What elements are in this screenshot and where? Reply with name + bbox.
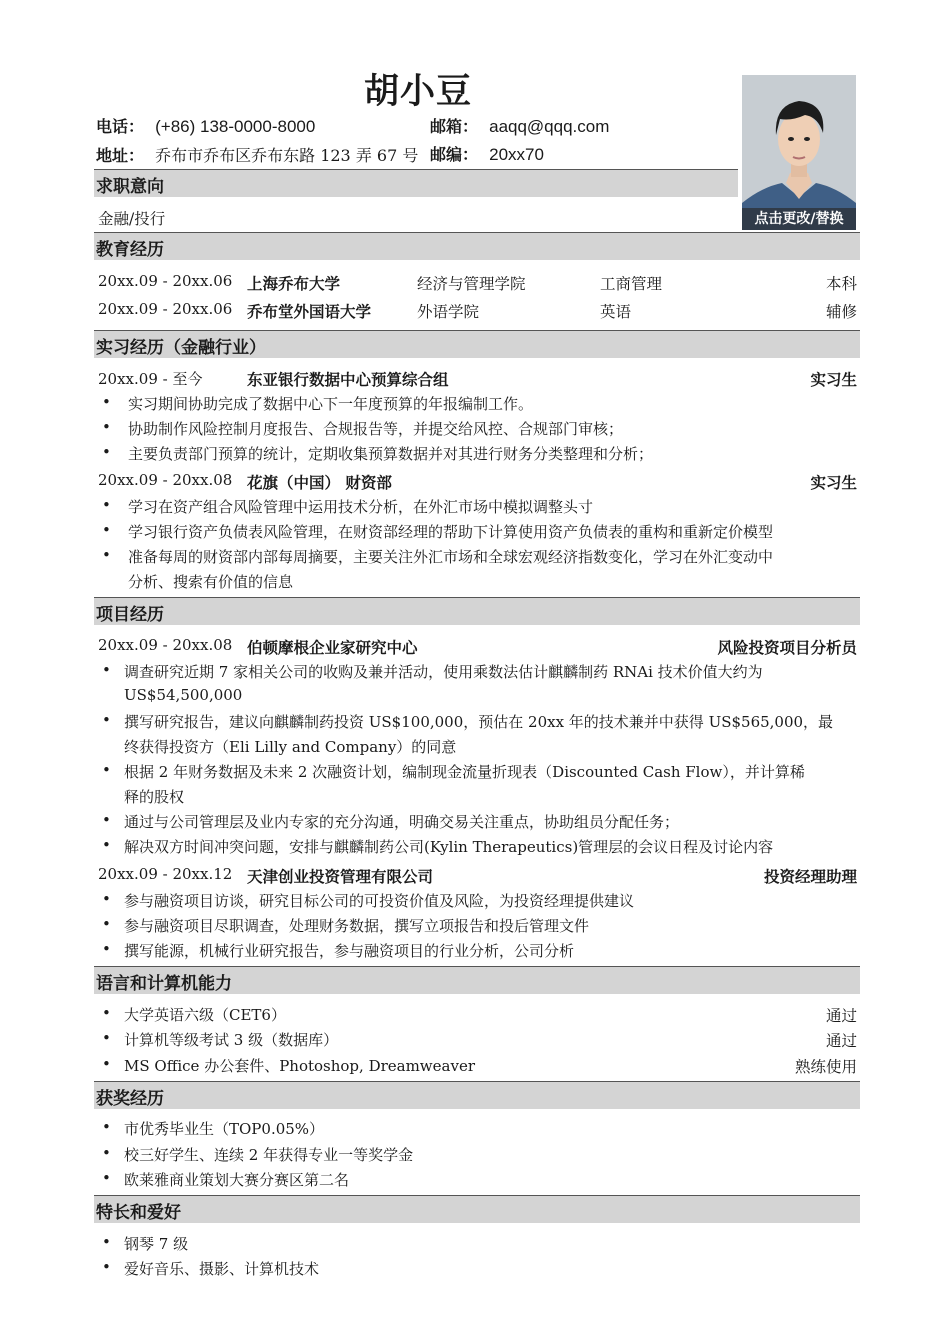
- phone-row: [96, 114, 315, 137]
- bullet-text: 学习在资产组合风险管理中运用技术分析，在外汇市场中模拟调整头寸: [128, 498, 594, 516]
- bullet-text-continued: 分析、搜索有价值的信息: [128, 573, 294, 591]
- email-row: [430, 114, 609, 137]
- bullet-text: 参与融资项目尽职调查，处理财务数据，撰写立项报告和投后管理文件: [124, 917, 590, 935]
- email-label: 邮箱：: [430, 117, 479, 136]
- hobby-item: 钢琴 7 级: [124, 1235, 189, 1253]
- zip-row: [430, 142, 544, 165]
- bullet-icon: •: [102, 1118, 111, 1136]
- hobby-item: 爱好音乐、摄影、计算机技术: [124, 1260, 320, 1278]
- bullet-text: 调查研究近期 7 家相关公司的收购及兼并活动，使用乘数法估计麒麟制药 RNAi 技术价值大约为: [124, 663, 763, 681]
- bullet-text-continued: 终获得投资方（Eli Lilly and Company）的同意: [124, 738, 457, 756]
- bullet-icon: •: [102, 546, 111, 564]
- skill-text: 计算机等级考试 3 级（数据库）: [124, 1031, 339, 1049]
- award-item: 市优秀毕业生（TOP0.05%）: [124, 1120, 325, 1138]
- photo-change-caption[interactable]: 点击更改/替换: [742, 208, 856, 230]
- bullet-icon: •: [102, 890, 111, 908]
- profile-photo[interactable]: [742, 75, 856, 230]
- internship-date: 20xx.09 - 至今: [98, 370, 203, 388]
- avatar-icon: [742, 75, 856, 230]
- section-header-projects: [94, 597, 860, 625]
- skill-level: 通过: [825, 1007, 857, 1025]
- bullet-icon: •: [102, 811, 111, 829]
- internship-date: 20xx.09 - 20xx.08: [98, 471, 233, 489]
- internship-org: 东亚银行数据中心预算综合组: [247, 371, 449, 389]
- bullet-text: 撰写研究报告，建议向麒麟制药投资 US$100,000，预估在 20xx 年的技术兼并中获得 US$565,000，最: [124, 713, 834, 731]
- bullet-icon: •: [102, 521, 111, 539]
- internship-org: 花旗（中国） 财资部: [247, 474, 392, 492]
- bullet-icon: •: [102, 711, 111, 729]
- bullet-icon: •: [102, 496, 111, 514]
- project-date: 20xx.09 - 20xx.08: [98, 636, 233, 654]
- bullet-text: 准备每周的财资部内部每周摘要，主要关注外汇市场和全球宏观经济指数变化，学习在外汇变动中: [128, 548, 774, 566]
- bullet-text-continued: US$54,500,000: [124, 686, 243, 704]
- section-header-education: [94, 232, 860, 260]
- bullet-icon: •: [102, 1258, 111, 1276]
- section-header-awards: [94, 1081, 860, 1109]
- bullet-icon: •: [102, 1029, 111, 1047]
- address-label: 地址：: [96, 146, 145, 165]
- bullet-icon: •: [102, 443, 111, 461]
- project-role: 投资经理助理: [763, 868, 857, 886]
- section-title: 项目经历: [96, 605, 164, 625]
- skill-text: MS Office 办公套件、Photoshop, Dreamweaver: [124, 1057, 475, 1075]
- bullet-icon: •: [102, 940, 111, 958]
- section-header-skills: [94, 966, 860, 994]
- bullet-text-continued: 释的股权: [124, 788, 185, 806]
- bullet-icon: •: [102, 761, 111, 779]
- intent-value: 金融/投行: [98, 210, 166, 228]
- bullet-icon: •: [102, 1233, 111, 1251]
- bullet-icon: •: [102, 836, 111, 854]
- section-title: 语言和计算机能力: [96, 974, 232, 994]
- bullet-text: 主要负责部门预算的统计，定期收集预算数据并对其进行财务分类整理和分析；: [128, 445, 654, 463]
- education-college: 经济与管理学院: [417, 275, 526, 293]
- bullet-icon: •: [102, 1055, 111, 1073]
- bullet-text: 通过与公司管理层及业内专家的充分沟通，明确交易关注重点，协助组员分配任务；: [124, 813, 680, 831]
- award-item: 校三好学生、连续 2 年获得专业一等奖学金: [124, 1146, 414, 1164]
- award-item: 欧莱雅商业策划大赛分赛区第二名: [124, 1171, 350, 1189]
- bullet-text: 协助制作风险控制月度报告、合规报告等，并提交给风控、合规部门审核；: [128, 420, 624, 438]
- email-value: aaqq@qqq.com: [489, 117, 610, 136]
- section-header-internship: [94, 330, 860, 358]
- project-org: 天津创业投资管理有限公司: [247, 868, 434, 886]
- section-title: 求职意向: [96, 177, 164, 197]
- address-row: [96, 143, 418, 166]
- skill-level: 通过: [825, 1032, 857, 1050]
- bullet-icon: •: [102, 393, 111, 411]
- bullet-text: 解决双方时间冲突问题，安排与麒麟制药公司(Kylin Therapeutics)管理层的会议日程及讨论内容: [124, 838, 774, 856]
- zip-value: 20xx70: [489, 145, 544, 164]
- project-role: 风险投资项目分析员: [717, 639, 857, 657]
- phone-value: (+86) 138-0000-8000: [155, 117, 316, 136]
- project-date: 20xx.09 - 20xx.12: [98, 865, 233, 883]
- section-title: 实习经历（金融行业）: [96, 338, 266, 358]
- bullet-icon: •: [102, 1144, 111, 1162]
- address-value: 乔布市乔布区乔布东路 123 弄 67 号: [155, 146, 419, 165]
- bullet-text: 参与融资项目访谈，研究目标公司的可投资价值及风险，为投资经理提供建议: [124, 892, 635, 910]
- internship-role: 实习生: [810, 474, 857, 492]
- education-major: 工商管理: [600, 275, 663, 293]
- bullet-icon: •: [102, 661, 111, 679]
- project-org: 伯顿摩根企业家研究中心: [247, 639, 418, 657]
- education-school: 上海乔布大学: [247, 275, 341, 293]
- bullet-text: 撰写能源，机械行业研究报告，参与融资项目的行业分析，公司分析: [124, 942, 575, 960]
- zip-label: 邮编：: [430, 145, 479, 164]
- education-degree: 辅修: [825, 303, 857, 321]
- skill-text: 大学英语六级（CET6）: [124, 1006, 286, 1024]
- section-header-intent: [94, 169, 738, 197]
- education-degree: 本科: [825, 275, 857, 293]
- bullet-text: 根据 2 年财务数据及未来 2 次融资计划，编制现金流量折现表（Discounted Cash Flow），并计算稀: [124, 763, 805, 781]
- education-major: 英语: [600, 303, 632, 321]
- education-school: 乔布堂外国语大学: [247, 303, 372, 321]
- candidate-name: 胡小豆: [364, 72, 473, 112]
- internship-role: 实习生: [810, 371, 857, 389]
- bullet-icon: •: [102, 915, 111, 933]
- bullet-icon: •: [102, 1004, 111, 1022]
- skill-level: 熟练使用: [794, 1058, 857, 1076]
- education-date: 20xx.09 - 20xx.06: [98, 272, 233, 290]
- bullet-icon: •: [102, 418, 111, 436]
- bullet-icon: •: [102, 1169, 111, 1187]
- phone-label: 电话：: [96, 117, 145, 136]
- section-header-hobbies: [94, 1195, 860, 1223]
- section-title: 获奖经历: [96, 1089, 164, 1109]
- education-college: 外语学院: [417, 303, 480, 321]
- bullet-text: 学习银行资产负债表风险管理，在财资部经理的帮助下计算使用资产负债表的重构和重新定价模型: [128, 523, 774, 541]
- education-date: 20xx.09 - 20xx.06: [98, 300, 233, 318]
- section-title: 特长和爱好: [96, 1203, 181, 1223]
- section-title: 教育经历: [96, 240, 164, 260]
- bullet-text: 实习期间协助完成了数据中心下一年度预算的年报编制工作。: [128, 395, 534, 413]
